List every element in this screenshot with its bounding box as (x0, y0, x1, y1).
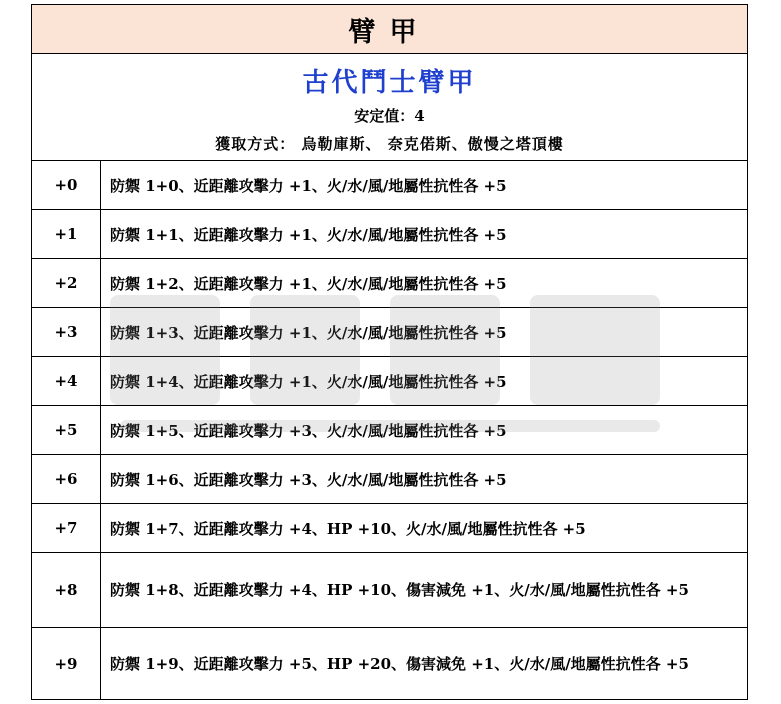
enchant-level: +0 (32, 161, 101, 209)
enchant-effect: 防禦 1+6、近距離攻擊力 +3、火/水/風/地屬性抗性各 +5 (110, 470, 507, 489)
enchant-effect: 防禦 1+4、近距離攻擊力 +1、火/水/風/地屬性抗性各 +5 (110, 372, 507, 391)
item-name: 古代鬥士臂甲 (302, 68, 477, 98)
table-row (32, 259, 747, 308)
enchant-effect: 防禦 1+8、近距離攻擊力 +4、HP +10、傷害減免 +1、火/水/風/地屬性抗性各 +5 (110, 581, 689, 599)
enchant-level: +9 (32, 628, 101, 699)
table-row (32, 406, 747, 455)
enchant-level: +3 (32, 308, 101, 356)
enchant-level: +2 (32, 259, 101, 307)
acquisition-source: 獲取方式： 烏勒庫斯、 奈克偌斯、傲慢之塔頂樓 (215, 135, 564, 153)
table-title: 臂甲 (32, 5, 747, 54)
table-row (32, 628, 747, 699)
enchant-effect: 防禦 1+9、近距離攻擊力 +5、HP +20、傷害減免 +1、火/水/風/地屬性抗性各 +5 (110, 654, 689, 673)
enchant-effect: 防禦 1+7、近距離攻擊力 +4、HP +10、火/水/風/地屬性抗性各 +5 (110, 519, 586, 538)
enchant-level: +8 (32, 553, 101, 627)
enchant-effect: 防禦 1+2、近距離攻擊力 +1、火/水/風/地屬性抗性各 +5 (110, 274, 507, 293)
enchant-effect: 防禦 1+1、近距離攻擊力 +1、火/水/風/地屬性抗性各 +5 (110, 225, 507, 244)
table-row (32, 308, 747, 357)
stability-value: 安定值：4 (354, 107, 425, 125)
armor-table (31, 4, 748, 700)
enchant-level: +4 (32, 357, 101, 405)
enchant-level: +5 (32, 406, 101, 454)
table-row (32, 210, 747, 259)
table-row (32, 553, 747, 628)
item-info (32, 54, 747, 161)
enchant-effect: 防禦 1+3、近距離攻擊力 +1、火/水/風/地屬性抗性各 +5 (110, 323, 507, 342)
enchant-effect: 防禦 1+5、近距離攻擊力 +3、火/水/風/地屬性抗性各 +5 (110, 421, 507, 440)
table-row (32, 357, 747, 406)
enchant-level: +6 (32, 455, 101, 503)
enchant-level: +7 (32, 504, 101, 552)
table-row (32, 504, 747, 553)
table-row (32, 455, 747, 504)
enchant-level: +1 (32, 210, 101, 258)
enchant-effect: 防禦 1+0、近距離攻擊力 +1、火/水/風/地屬性抗性各 +5 (110, 176, 507, 195)
table-row (32, 161, 747, 210)
